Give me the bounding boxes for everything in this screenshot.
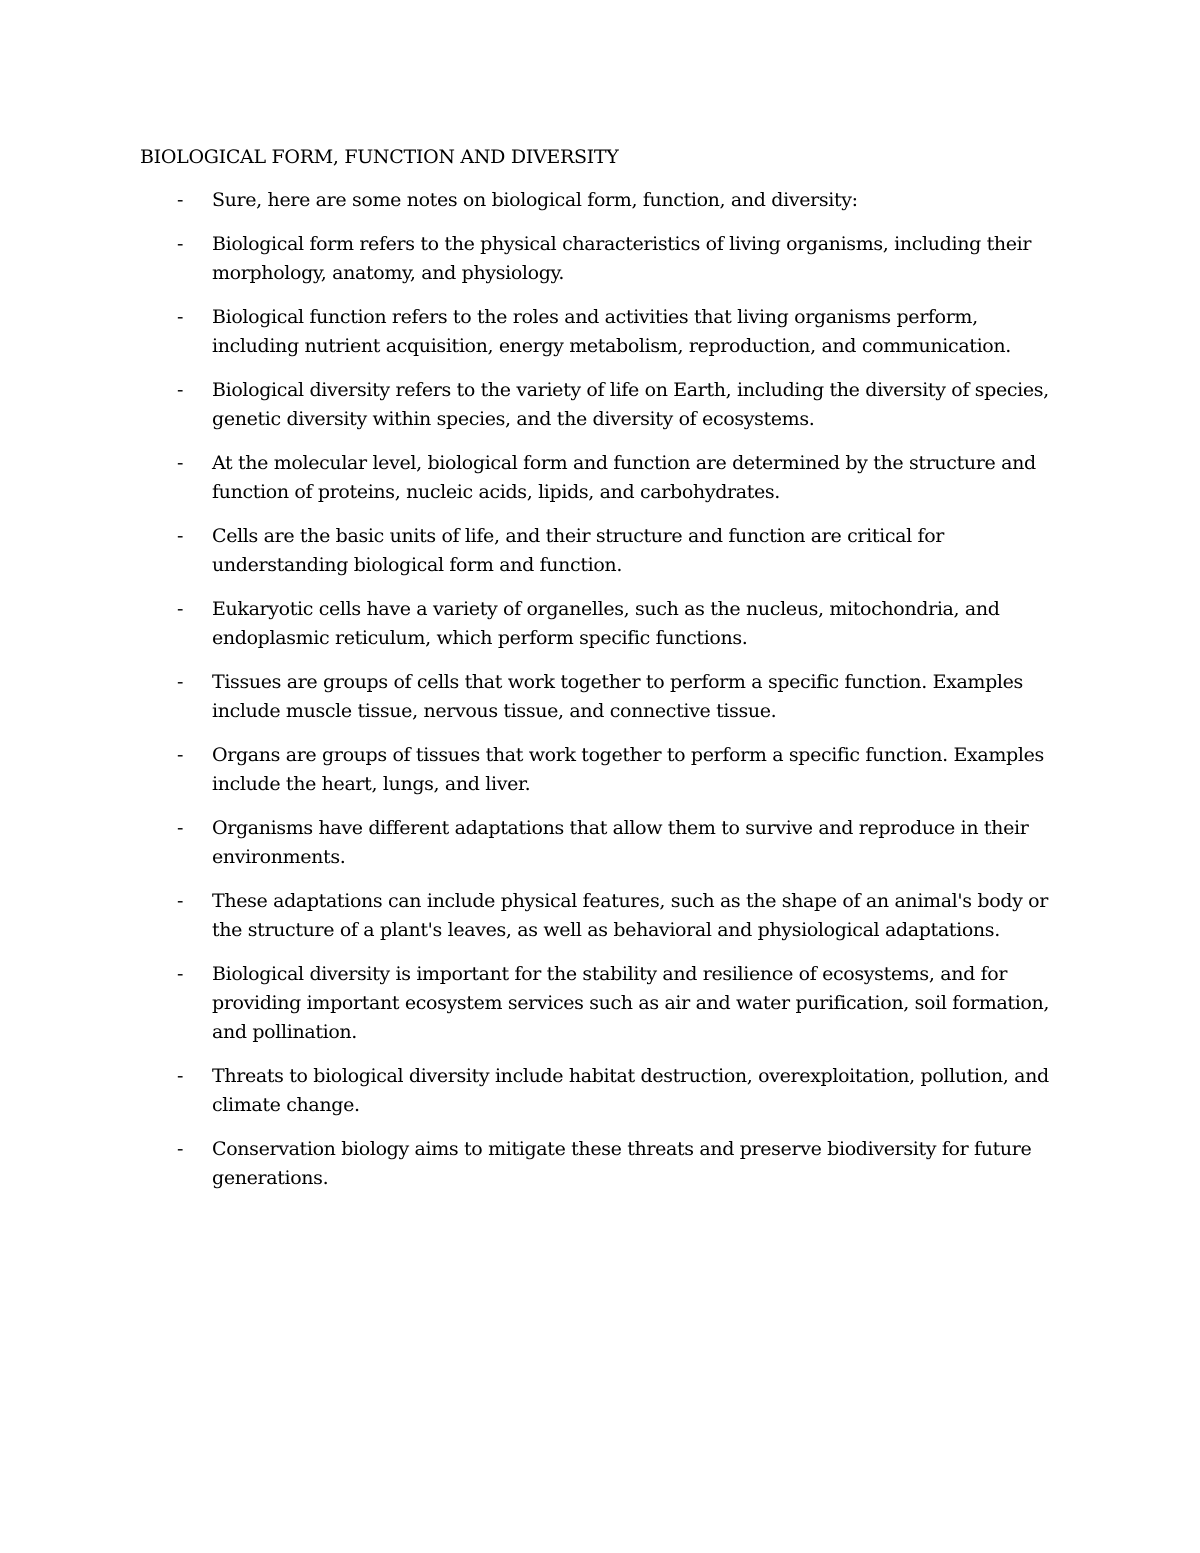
list-item-text: Conservation biology aims to mitigate these threats and preserve biodiversity for future generations. [212, 1138, 1032, 1189]
bullet-dash: - [177, 525, 184, 547]
list-item [140, 814, 1070, 872]
list-item-text: Cells are the basic units of life, and their structure and function are critical for understanding biological form and function. [212, 525, 945, 576]
list-item-text: Tissues are groups of cells that work together to perform a specific function. Examples include muscle tissue, nervous tissue, and connective tissue. [212, 671, 1023, 722]
bullet-dash: - [177, 744, 184, 766]
list-item-text: Sure, here are some notes on biological form, function, and diversity: [212, 189, 858, 211]
list-item-text: Organisms have different adaptations that allow them to survive and reproduce in their environments. [212, 817, 1029, 868]
list-item [140, 1062, 1070, 1120]
bullet-dash: - [177, 1138, 184, 1160]
list-item [140, 741, 1070, 799]
list-item [140, 303, 1070, 361]
list-item-text: These adaptations can include physical features, such as the shape of an animal's body or the structure of a plant's leaves, as well as behavioral and physiological adaptations. [212, 890, 1048, 941]
list-item-text: Biological diversity is important for the stability and resilience of ecosystems, and for providing important ecosystem services such as air and water purification, soil formation, and pollination. [212, 963, 1050, 1043]
bullet-dash: - [177, 598, 184, 620]
bullet-dash: - [177, 1065, 184, 1087]
bullet-dash: - [177, 817, 184, 839]
bullet-dash: - [177, 452, 184, 474]
list-item-text: Eukaryotic cells have a variety of organelles, such as the nucleus, mitochondria, and endoplasmic reticulum, which perform specific functions. [212, 598, 1000, 649]
list-item [140, 522, 1070, 580]
bullet-dash: - [177, 963, 184, 985]
bullet-dash: - [177, 671, 184, 693]
list-item [140, 449, 1070, 507]
list-item [140, 668, 1070, 726]
list-item [140, 230, 1070, 288]
bullet-dash: - [177, 189, 184, 211]
bullet-dash: - [177, 306, 184, 328]
bullet-dash: - [177, 890, 184, 912]
list-item-text: Biological form refers to the physical characteristics of living organisms, including their morphology, anatomy, and physiology. [212, 233, 1032, 284]
bullet-dash: - [177, 379, 184, 401]
list-item-text: Biological diversity refers to the variety of life on Earth, including the diversity of species, genetic diversity within species, and the diversity of ecosystems. [212, 379, 1049, 430]
list-item-text: At the molecular level, biological form and function are determined by the structure and function of proteins, nucleic acids, lipids, and carbohydrates. [212, 452, 1036, 503]
list-item [140, 376, 1070, 434]
list-item-text: Organs are groups of tissues that work together to perform a specific function. Examples include the heart, lungs, and liver. [212, 744, 1044, 795]
list-item [140, 1135, 1070, 1193]
list-item [140, 887, 1070, 945]
list-item-text: Biological function refers to the roles and activities that living organisms perform, including nutrient acquisition, energy metabolism, reproduction, and communication. [212, 306, 1011, 357]
list-item [140, 186, 1070, 215]
document-title: BIOLOGICAL FORM, FUNCTION AND DIVERSITY [140, 146, 619, 168]
list-item [140, 595, 1070, 653]
list-item-text: Threats to biological diversity include habitat destruction, overexploitation, pollution, and climate change. [212, 1065, 1049, 1116]
notes-list [140, 186, 1070, 1208]
bullet-dash: - [177, 233, 184, 255]
list-item [140, 960, 1070, 1047]
